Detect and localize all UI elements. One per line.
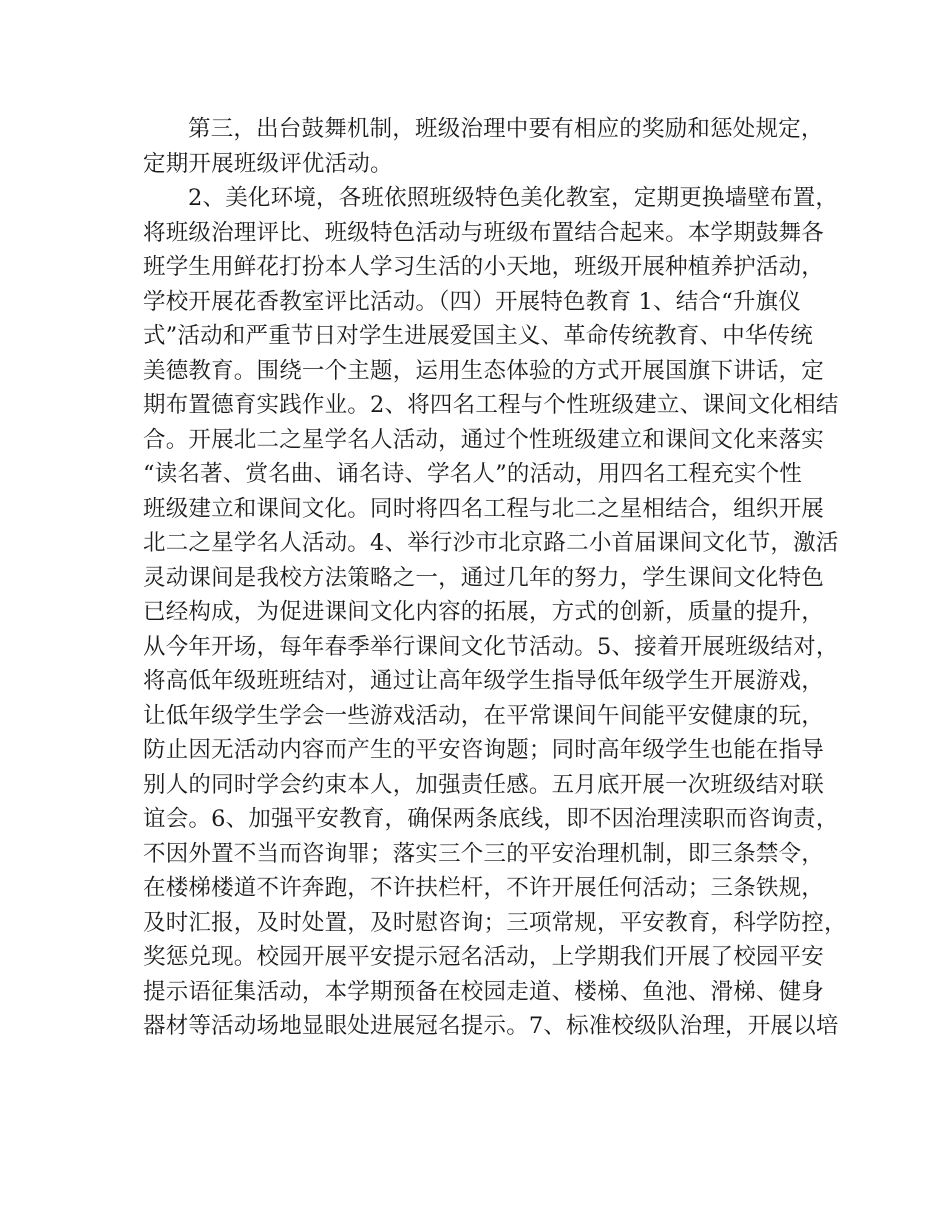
text-line-25: 奖惩兑现。校园开展平安提示冠名活动，上学期我们开展了校园平安 [143,944,825,970]
text-line-2: 定期开展班级评优活动。 [143,150,393,177]
text-line-21: 谊会。6、加强平安教育，确保两条底线，即不因治理渎职而咨询责， [143,806,839,832]
text-line-16: 从今年开场，每年春季举行课间文化节活动。5、接着开展班级结对， [143,633,839,660]
text-line-20: 别人的同时学会约束本人，加强责任感。五月底开展一次班级结对联 [143,771,825,798]
text-line-3: 2、美化环境，各班依照班级特色美化教室，定期更换墙壁布置， [188,185,839,211]
text-line-7: 式”活动和严重节日对学生进展爱国主义、革命传统教育、中华传统 [143,323,814,349]
text-line-1: 第三，出台鼓舞机制，班级治理中要有相应的奖励和惩处规定， [188,116,824,142]
text-line-10: 合。开展北二之星学名人活动，通过个性班级建立和课间文化来落实 [143,426,825,453]
text-line-6: 学校开展花香教室评比活动。（四）开展特色教育 1、结合“升旗仪 [143,288,801,315]
text-line-18: 让低年级学生学会一些游戏活动，在平常课间午间能平安健康的玩， [143,702,825,729]
text-line-24: 及时汇报，及时处置，及时慰咨询；三项常规，平安教育，科学防控， [143,909,847,936]
text-line-22: 不因外置不当而咨询罪；落实三个三的平安治理机制，即三条禁令， [143,840,825,867]
text-line-9: 期布置德育实践作业。2、将四名工程与个性班级建立、课间文化相结 [143,392,839,418]
text-line-4: 将班级治理评比、班级特色活动与班级布置结合起来。本学期鼓舞各 [143,219,825,246]
body-text [143,112,847,1044]
text-line-11: “读名著、赏名曲、诵名诗、学名人”的活动，用四名工程充实个性 [143,461,803,487]
text-line-5: 班学生用鲜花打扮本人学习生活的小天地，班级开展种植养护活动， [143,254,825,280]
text-line-27: 器材等活动场地显眼处进展冠名提示。7、标准校级队治理，开展以培 [143,1013,839,1039]
text-line-17: 将高低年级班班结对，通过让高年级学生指导低年级学生开展游戏， [143,668,825,694]
text-line-14: 灵动课间是我校方法策略之一，通过几年的努力，学生课间文化特色 [143,564,825,591]
text-line-13: 北二之星学名人活动。4、举行沙市北京路二小首届课间文化节，激活 [143,530,839,556]
text-line-19: 防止因无活动内容而产生的平安咨询题；同时高年级学生也能在指导 [143,737,825,763]
text-line-26: 提示语征集活动，本学期预备在校园走道、楼梯、鱼池、滑梯、健身 [143,978,825,1005]
text-line-8: 美德教育。围绕一个主题，运用生态体验的方式开展国旗下讲话，定 [143,357,825,384]
text-line-23: 在楼梯楼道不许奔跑，不许扶栏杆，不许开展任何活动；三条铁规， [143,875,825,901]
text-line-15: 已经构成，为促进课间文化内容的拓展，方式的创新，质量的提升， [143,599,825,625]
text-line-12: 班级建立和课间文化。同时将四名工程与北二之星相结合，组织开展 [143,495,825,522]
